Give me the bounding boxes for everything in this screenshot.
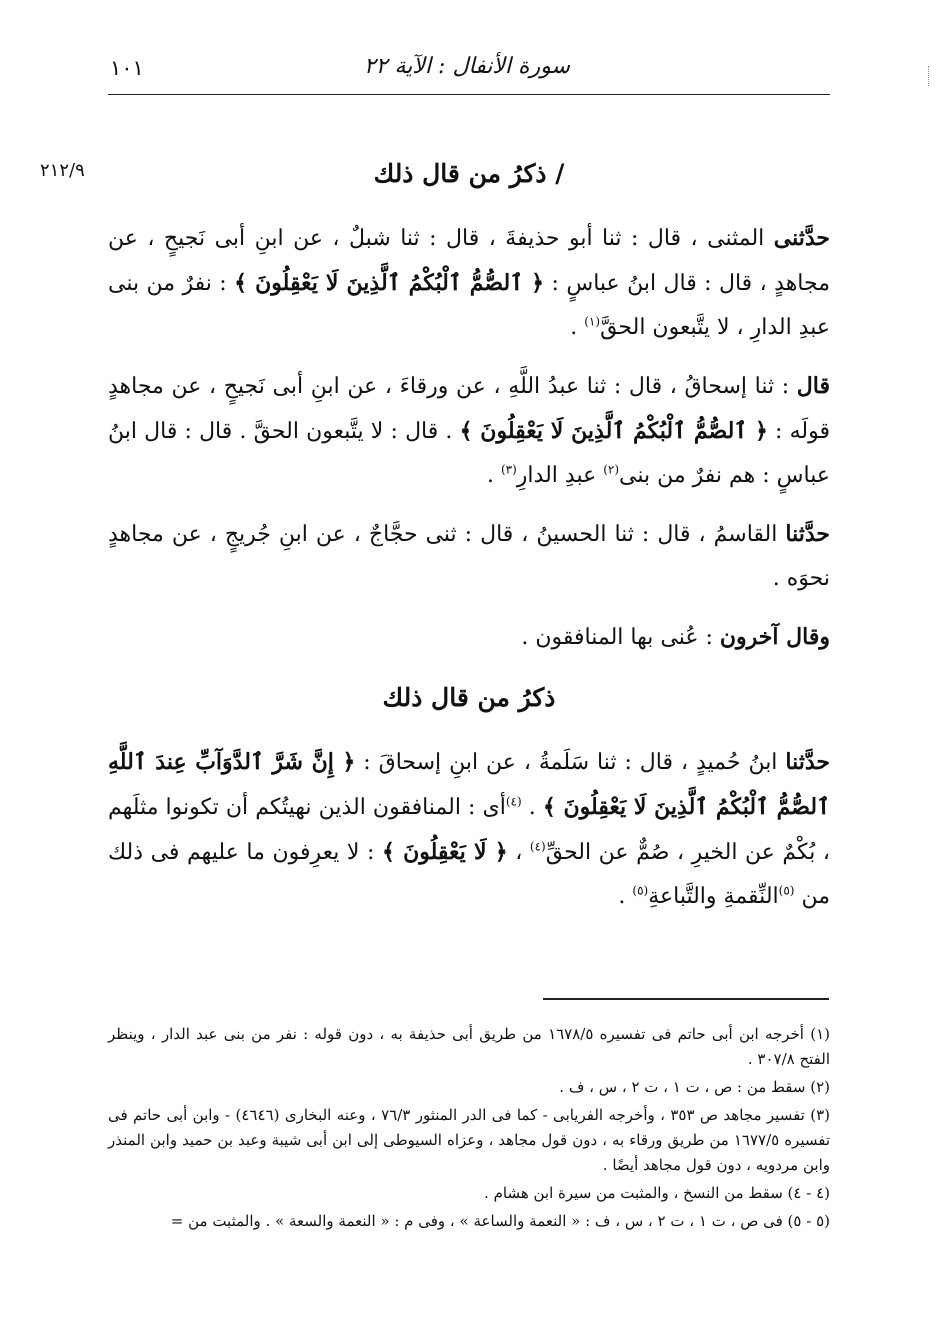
footnote-marker: (٤) xyxy=(505,794,522,809)
paragraph-lead: حدَّثنا xyxy=(785,521,830,547)
footnote: (١) أخرجه ابن أبى حاتم فى تفسيره ١٦٧٨/٥ من طريق أبى حذيفة به ، دون قوله : نفر من بنى عبد الدار ، وينظر الفتح ٣٠٧/٨ . xyxy=(108,1025,830,1068)
paragraph-text: : نفرٌ من بنى عبدِ الدارِ ، لا يتَّبعون الحقَّ xyxy=(108,271,830,340)
paragraph xyxy=(108,615,830,660)
running-title: سورة الأنفال : الآية ٢٢ xyxy=(363,54,570,79)
quran-quote: ﴿ لَا يَعْقِلُونَ ﴾ xyxy=(382,839,508,865)
paragraph-text: النِّقمةِ والتَّباعةِ xyxy=(648,884,779,909)
footnotes xyxy=(108,1022,830,1237)
paragraph-lead: قال xyxy=(796,373,830,399)
scan-mark xyxy=(928,66,930,86)
footnote-divider xyxy=(543,998,829,1000)
footnote: (٢) سقط من : ص ، ت ١ ، ت ٢ ، س ، ف . xyxy=(559,1078,830,1096)
paragraph-lead: وقال آخرون xyxy=(719,624,830,650)
paragraph-text: . xyxy=(618,884,633,909)
page-number: ١٠١ xyxy=(110,56,144,80)
main-text xyxy=(108,150,830,933)
paragraph-text: . قال : لا يتَّبعون الحقَّ . قال : قال ابنُ عباسٍ : هم نفرٌ من بنى xyxy=(108,419,830,488)
footnote-marker: (٤) xyxy=(529,839,546,854)
section-heading: ذكرُ من قال ذلك xyxy=(382,683,556,712)
paragraph xyxy=(108,216,830,350)
footnote-marker: (٢) xyxy=(603,462,620,477)
paragraph-text: : عُنى بها المنافقون . xyxy=(521,625,720,650)
footnote: (٤ - ٤) سقط من النسخ ، والمثبت من سيرة ابن هشام . xyxy=(484,1184,830,1202)
paragraph-text: ابنُ حُميدٍ ، قال : ثنا سَلَمةُ ، عن ابنِ إسحاقَ : xyxy=(355,750,786,775)
paragraph-text: عبدِ الدارِ xyxy=(516,463,604,488)
quran-quote: ﴿ ٱلصُّمُّ ٱلْبُكْمُ ٱلَّذِينَ لَا يَعْقِلُونَ ﴾ xyxy=(234,270,545,296)
paragraph-text: . xyxy=(486,463,501,488)
footnote: (٣) تفسير مجاهد ص ٣٥٣ ، وأخرجه الفريابى - كما فى الدر المنثور ٧٦/٣ ، وعنه البخارى (٤٦٤٦) - وابن أبى حاتم فى تفسيره ١٦٧٧/٥ من طريق ورقاء به ، دون قول مجاهد ، وعزاه السيوطى إلى ابن أبى شيبة وعبد بن حميد وابن المنذر وابن مردويه ، دون قول مجاهد أيضًا . xyxy=(108,1106,830,1174)
paragraph-text: : لا يعرِفون ما عليهم فى ذلك من xyxy=(108,840,830,909)
page-header xyxy=(108,48,830,95)
footnote-marker: (٥) xyxy=(778,883,795,898)
quran-quote: ﴿ إِنَّ شَرَّ ٱلدَّوَآبِّ عِندَ ٱللَّهِ ٱلصُّمُّ ٱلْبُكْمُ ٱلَّذِينَ لَا يَعْقِلُونَ ﴾ xyxy=(108,749,830,820)
paragraph xyxy=(108,364,830,498)
paragraph-text: ، xyxy=(507,840,530,865)
paragraph-text: القاسمُ ، قال : ثنا الحسينُ ، قال : ثنى حجَّاجٌ ، عن ابنِ جُريجٍ ، عن مجاهدٍ نحوَه . xyxy=(108,522,830,591)
paragraph-text: المثنى ، قال : ثنا أبو حذيفةَ ، قال : ثنا شبلٌ ، عن ابنِ أبى نَجيحٍ ، عن مجاهدٍ ، قال : قال ابنُ عباسٍ : xyxy=(108,226,830,296)
quran-quote: ﴿ ٱلصُّمُّ ٱلْبُكْمُ ٱلَّذِينَ لَا يَعْقِلُونَ ﴾ xyxy=(459,418,768,444)
paragraph-lead: حدَّثنى xyxy=(773,225,830,251)
paragraph-lead: حدَّثنا xyxy=(785,749,830,775)
paragraph xyxy=(108,512,830,601)
paragraph-text: : ثنا إسحاقُ ، قال : ثنا عبدُ اللَّهِ ، عن ورقاءَ ، عن ابنِ أبى نَجيحٍ ، عن مجاهدٍ قولَه : xyxy=(108,374,830,444)
paragraph-text: . xyxy=(570,315,585,340)
footnote-marker: (٣) xyxy=(500,462,517,477)
footnote: (٥ - ٥) فى ص ، ت ١ ، ت ٢ ، س ، ف : « النعمة والساعة » ، وفى م : « النعمة والسعة » . والمثبت من = xyxy=(170,1212,830,1230)
margin-reference: ٢١٢/٩ xyxy=(40,160,85,181)
paragraph xyxy=(108,740,830,919)
section-heading: / ذكرُ من قال ذلك xyxy=(373,159,565,188)
footnote-marker: (٥) xyxy=(632,883,649,898)
paragraph-text: . xyxy=(521,795,543,820)
footnote-marker: (١) xyxy=(584,314,601,329)
paragraph-text: أى : المنافقون الذين نهيتُكم أن تكونوا مثلَهم ، بُكْمٌ عن الخيرِ ، صُمٌّ عن الحقِّ xyxy=(108,795,830,865)
